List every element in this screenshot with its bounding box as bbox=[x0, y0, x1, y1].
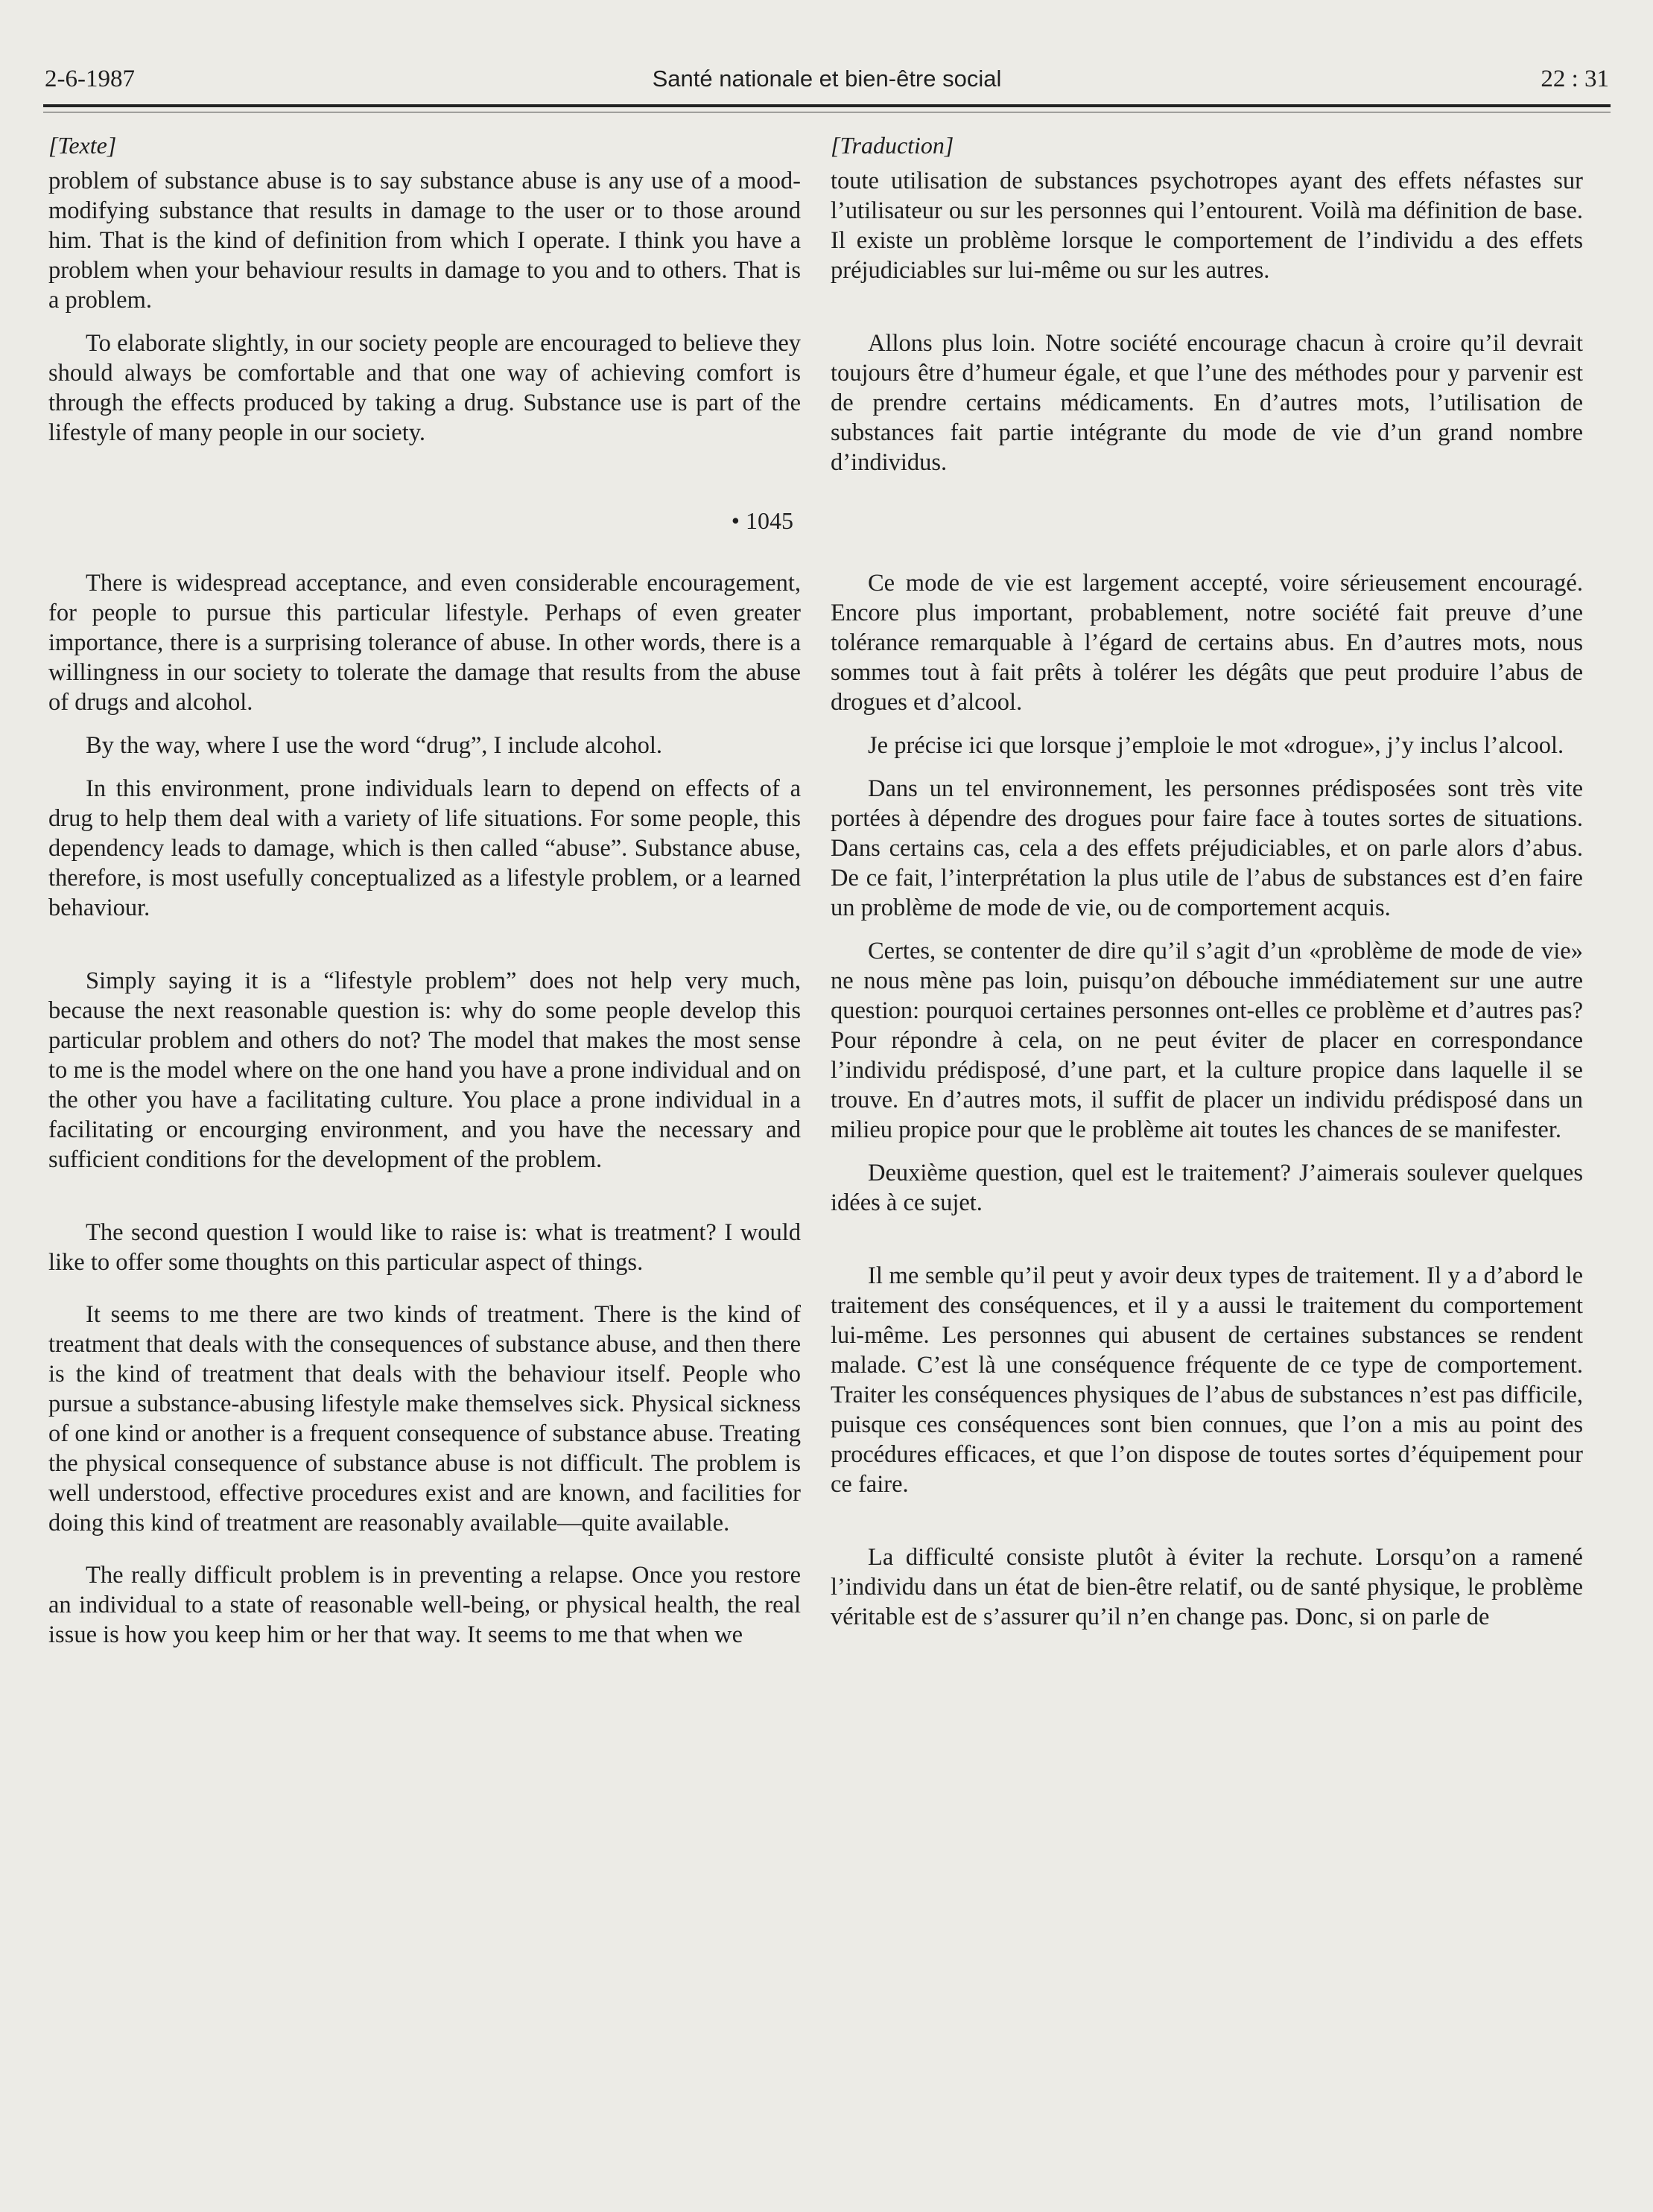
paragraph: problem of substance abuse is to say substance abuse is any use of a mood-modifying substance that results in damage to the user or to those around him. That is the kind of definition from which I operate. I think you have a problem when your behaviour results in damage to you and to others. That is a problem. bbox=[48, 168, 801, 314]
paragraph: To elaborate slightly, in our society people are encouraged to believe they should always be comfortable and that one way of achieving comfort is through the effects produced by taking a drug. Substance use is part of the lifestyle of many people in our society. bbox=[48, 330, 801, 446]
paragraph: Ce mode de vie est largement accepté, voire sérieusement encouragé. Encore plus important, probablement, notre société fait preuve d’une tolérance remarquable à l’égard de certains abus. En d’autres mots, nous sommes tout à fait prêts à tolérer les dégâts que peut produire l’abus de drogues et d’alcool. bbox=[831, 570, 1583, 716]
time-marker: • 1045 bbox=[731, 507, 793, 534]
paragraph: By the way, where I use the word “drug”, I include alcohol. bbox=[86, 732, 663, 759]
paragraph: There is widespread acceptance, and even considerable encouragement, for people to pursue this particular lifestyle. Perhaps of even greater importance, there is a surprising tolerance of abuse. In other words, there is a willingness in our society to tolerate the damage that results from the abuse of drugs and alcohol. bbox=[48, 570, 801, 716]
paragraph: Allons plus loin. Notre société encourage chacun à croire qu’il devrait toujours être d’humeur égale, et que l’une des méthodes pour y parvenir est de prendre certains médicaments. En d’autres mots, l’utilisation de substances fait partie intégrante du mode de vie d’un grand nombre d’individus. bbox=[831, 330, 1583, 476]
paragraph: Deuxième question, quel est le traitement? J’aimerais soulever quelques idées à ce sujet. bbox=[831, 1160, 1583, 1216]
paragraph: Simply saying it is a “lifestyle problem” does not help very much, because the next reasonable question is: why do some people develop this particular problem and others do not? The model that makes the most sense to me is the model where on the one hand you have a prone individual and on the other you have a facilitating culture. You place a prone individual in a facilitating or encourging environment, and you have the necessary and sufficient conditions for the development of the problem. bbox=[48, 967, 801, 1173]
header-date: 2-6-1987 bbox=[45, 66, 135, 92]
paragraph: Dans un tel environnement, les personnes prédisposées sont très vite portées à dépendre des drogues pour faire face à toutes sortes de situations. Dans certains cas, cela a des effets préjudiciables, et on parle alors d’abus. De ce fait, l’interprétation la plus utile de l’abus de substances est d’en faire un problème de mode de vie, ou de comportement acquis. bbox=[831, 775, 1583, 921]
paragraph: Je précise ici que lorsque j’emploie le mot «drogue», j’y inclus l’alcool. bbox=[868, 732, 1564, 759]
paragraph: Il me semble qu’il peut y avoir deux types de traitement. Il y a d’abord le traitement des conséquences, et il y a aussi le traitement du comportement lui-même. Les personnes qui abusent de certaines substances se rendent malade. C’est là une conséquence fréquente de ce type de comportement. Traiter les conséquences physiques de l’abus de substances n’est pas difficile, puisque ces conséquences sont bien connues, que l’on a mis au point des procédures efficaces, et que l’on dispose de toutes sortes d’équipement pour ce faire. bbox=[831, 1262, 1583, 1498]
paragraph: The second question I would like to raise is: what is treatment? I would like to offer some thoughts on this particular aspect of things. bbox=[48, 1219, 801, 1276]
paragraph: It seems to me there are two kinds of treatment. There is the kind of treatment that deals with the consequences of substance abuse, and then there is the kind of treatment that deals with the behaviour itself. People who pursue a substance-abusing lifestyle make themselves sick. Physical sickness of one kind or another is a frequent consequence of substance abuse. Treating the physical consequence of substance abuse is not difficult. The problem is well understood, effective procedures exist and are known, and facilities for doing this kind of treatment are reasonably available—quite available. bbox=[48, 1301, 801, 1536]
header-title: Santé nationale et bien-être social bbox=[652, 66, 1002, 92]
column-french bbox=[831, 130, 1583, 1632]
header-rule bbox=[43, 104, 1611, 107]
header-page-ref: 22 : 31 bbox=[1541, 66, 1609, 92]
paragraph: In this environment, prone individuals learn to depend on effects of a drug to help them deal with a variety of life situations. For some people, this dependency leads to damage, which is then called “abuse”. Substance abuse, therefore, is most usefully conceptualized as a lifestyle problem, or a learned behaviour. bbox=[48, 775, 801, 921]
section-tag-traduction: [Traduction] bbox=[831, 132, 954, 159]
paragraph: toute utilisation de substances psychotropes ayant des effets néfastes sur l’utilisateur ou sur les personnes qui l’entourent. Voilà ma définition de base. Il existe un problème lorsque le comportement de l’individu a des effets préjudiciables sur lui-même ou sur les autres. bbox=[831, 168, 1583, 284]
paragraph: The really difficult problem is in preventing a relapse. Once you restore an individual to a state of reasonable well-being, or physical health, the real issue is how you keep him or her that way. It seems to me that when we bbox=[48, 1562, 801, 1648]
paragraph: Certes, se contenter de dire qu’il s’agit d’un «problème de mode de vie» ne nous mène pas loin, puisqu’on débouche immédiatement sur une autre question: pourquoi certaines personnes ont-elles ce problème et d’autres pas? Pour répondre à cela, on ne peut éviter de placer en correspondance l’individu prédisposé, d’une part, et la culture propice dans laquelle il se trouve. En d’autres mots, il suffit de placer un individu prédisposé dans un milieu propice pour que le problème ait toutes les chances de se manifester. bbox=[831, 938, 1583, 1143]
paragraph: La difficulté consiste plutôt à éviter la rechute. Lorsqu’on a ramené l’individu dans un état de bien-être relatif, ou de santé physique, le problème véritable est de s’assurer qu’il n’en change pas. Donc, si on parle de bbox=[831, 1544, 1583, 1630]
page-header bbox=[45, 66, 1609, 103]
section-tag-texte: [Texte] bbox=[48, 132, 117, 159]
column-english bbox=[48, 130, 801, 1650]
